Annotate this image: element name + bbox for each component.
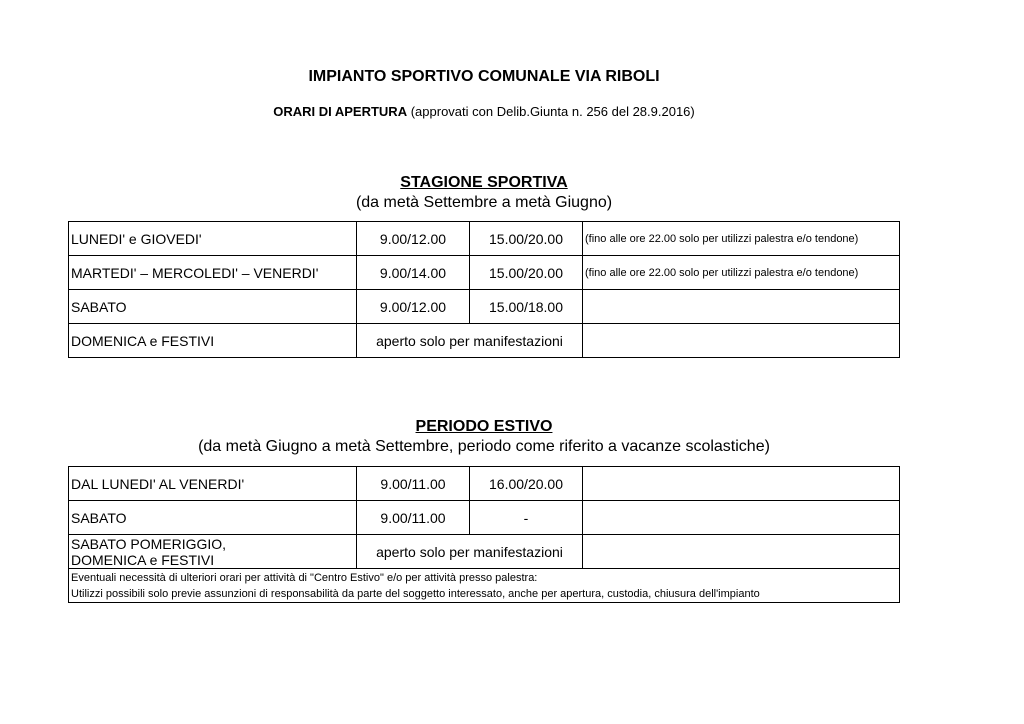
opening-hours-subtitle bbox=[0, 104, 968, 119]
note-cell bbox=[583, 324, 900, 358]
table-row bbox=[69, 256, 900, 290]
merged-hours-cell: aperto solo per manifestazioni bbox=[357, 324, 583, 358]
day-cell: MARTEDI' – MERCOLEDI' – VENERDI' bbox=[69, 256, 357, 290]
table-row bbox=[69, 535, 900, 569]
morning-hours-cell: 9.00/11.00 bbox=[357, 467, 470, 501]
estivo-section-title: PERIODO ESTIVO bbox=[415, 418, 553, 435]
table-row bbox=[69, 222, 900, 256]
day-cell bbox=[69, 535, 357, 569]
morning-hours-cell: 9.00/12.00 bbox=[357, 290, 470, 324]
day-cell: DOMENICA e FESTIVI bbox=[69, 324, 357, 358]
footnote-line-2: Utilizzi possibili solo previe assunzioni di responsabilità da parte del soggetto interessato, anche per apertura, custodia, chiusura dell'impianto bbox=[71, 587, 760, 600]
morning-hours-cell: 9.00/14.00 bbox=[357, 256, 470, 290]
estivo-section-subtitle: (da metà Giugno a metà Settembre, periodo come riferito a vacanze scolastiche) bbox=[198, 438, 770, 455]
afternoon-hours-cell: 15.00/20.00 bbox=[470, 222, 583, 256]
morning-hours-cell: 9.00/11.00 bbox=[357, 501, 470, 535]
subtitle-approval-note: (approvati con Delib.Giunta n. 256 del 28.9.2016) bbox=[410, 104, 695, 119]
stagione-section-title: STAGIONE SPORTIVA bbox=[400, 174, 568, 191]
note-cell bbox=[583, 535, 900, 569]
table-row bbox=[69, 569, 900, 603]
day-cell: DAL LUNEDI' AL VENERDI' bbox=[69, 467, 357, 501]
table-row bbox=[69, 324, 900, 358]
day-line-1: SABATO POMERIGGIO, bbox=[71, 535, 227, 552]
subtitle-bold-label: ORARI DI APERTURA bbox=[273, 104, 408, 119]
footnote-line-1: Eventuali necessità di ulteriori orari per attività di "Centro Estivo" e/o per attività presso palestra: bbox=[71, 571, 538, 584]
day-line-2: DOMENICA e FESTIVI bbox=[71, 551, 215, 568]
note-cell bbox=[583, 501, 900, 535]
note-cell bbox=[583, 467, 900, 501]
afternoon-hours-cell: 15.00/20.00 bbox=[470, 256, 583, 290]
morning-hours-cell: 9.00/12.00 bbox=[357, 222, 470, 256]
stagione-section-subtitle: (da metà Settembre a metà Giugno) bbox=[355, 194, 613, 211]
afternoon-hours-cell: 15.00/18.00 bbox=[470, 290, 583, 324]
table-row bbox=[69, 501, 900, 535]
document-title: IMPIANTO SPORTIVO COMUNALE VIA RIBOLI bbox=[308, 68, 660, 85]
note-cell: (fino alle ore 22.00 solo per utilizzi palestra e/o tendone) bbox=[583, 222, 900, 256]
day-cell: SABATO bbox=[69, 501, 357, 535]
note-cell bbox=[583, 290, 900, 324]
stagione-schedule-table bbox=[68, 221, 900, 358]
table-row bbox=[69, 467, 900, 501]
estivo-schedule-table bbox=[68, 466, 900, 603]
afternoon-hours-cell: 16.00/20.00 bbox=[470, 467, 583, 501]
day-cell: SABATO bbox=[69, 290, 357, 324]
footnote-cell bbox=[69, 569, 900, 603]
day-cell: LUNEDI' e GIOVEDI' bbox=[69, 222, 357, 256]
note-cell: (fino alle ore 22.00 solo per utilizzi palestra e/o tendone) bbox=[583, 256, 900, 290]
merged-hours-cell: aperto solo per manifestazioni bbox=[357, 535, 583, 569]
table-row bbox=[69, 290, 900, 324]
afternoon-hours-cell: - bbox=[470, 501, 583, 535]
